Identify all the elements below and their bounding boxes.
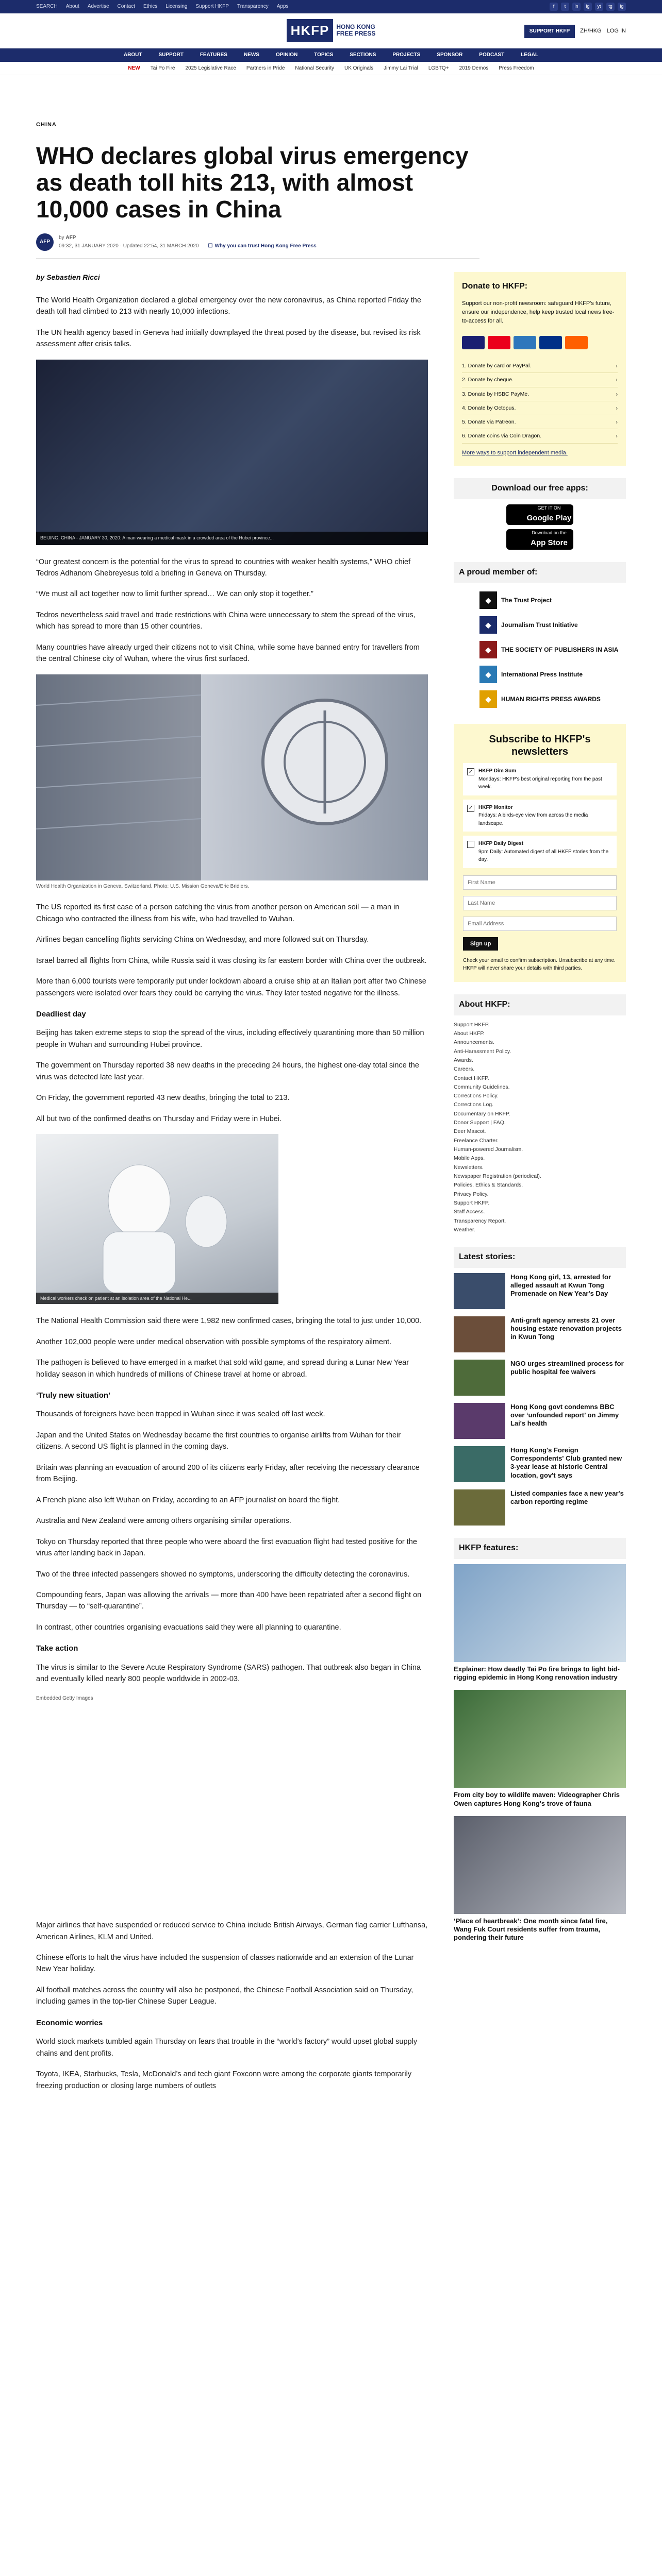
newsletter-option[interactable] (463, 800, 617, 832)
about-link[interactable]: Careers. (454, 1066, 475, 1073)
about-link[interactable]: Freelance Charter. (454, 1137, 499, 1144)
social-icon[interactable]: yt (595, 3, 603, 11)
about-link[interactable]: Mobile Apps. (454, 1155, 485, 1162)
who-building-photo (36, 674, 428, 880)
about-link[interactable]: Newspaper Registration (periodical). (454, 1173, 541, 1179)
payment-logos[interactable] (462, 334, 617, 355)
donate-option-label: 4. Donate by Octopus. (462, 404, 516, 411)
chevron-right-icon: › (616, 363, 618, 369)
author-name[interactable]: AFP (65, 235, 76, 241)
login-link[interactable]: LOG IN (606, 28, 626, 35)
paragraph: Australia and New Zealand were among others organising similar operations. (36, 1517, 291, 1526)
subheading: Economic worries (36, 2018, 103, 2027)
story-title: NGO urges streamlined process for public hospital fee waivers (510, 1359, 624, 1376)
donate-box (454, 272, 626, 466)
paragraph: Israel barred all flights from China, while Russia said it was closing its far eastern border with China over the outbreak. (36, 956, 427, 965)
medical-workers-photo (36, 1134, 278, 1304)
who-photo-figure (36, 674, 428, 891)
ticker-link[interactable]: National Security (295, 65, 334, 71)
about-link[interactable]: Deer Mascot. (454, 1128, 486, 1135)
first-name-field[interactable] (463, 875, 617, 890)
paragraph: The World Health Organization declared a global emergency over the new coronavirus, as China reported Friday the death toll had climbed to 213 with nearly 10,000 infections. (36, 296, 421, 316)
site-header (0, 13, 662, 48)
newsletter-name: HKFP Dim Sum (478, 768, 517, 774)
topbar-link[interactable]: SEARCH (36, 4, 58, 10)
story-title: Hong Kong's Foreign Correspondents' Club granted new 3-year lease at historic Central location, gov't says (510, 1446, 622, 1479)
paragraph: Britain was planning an evacuation of around 200 of its citizens early Friday, after receiving the necessary clearance from Beijing. (36, 1463, 420, 1484)
getty-embed-1[interactable] (36, 360, 428, 545)
newsletter-desc: Mondays: HKFP's best original reporting from the past week. (478, 776, 602, 790)
story-thumbnail (454, 1446, 505, 1482)
newsletter-name: HKFP Monitor (478, 804, 513, 810)
about-link[interactable]: Weather. (454, 1226, 475, 1233)
donate-option[interactable] (462, 387, 618, 401)
paragraph: Toyota, IKEA, Starbucks, Tesla, McDonald’s and tech giant Foxconn were among the corporate giants temporarily freezing production or closing large numbers of outlets (36, 2070, 412, 2090)
ticker-link[interactable]: Jimmy Lai Trial (384, 65, 418, 71)
byline: by Sebastien Ricci (36, 273, 100, 281)
divider (36, 258, 479, 259)
topbar-link[interactable]: Ethics (143, 4, 158, 10)
about-link[interactable]: Policies, Ethics & Standards. (454, 1182, 523, 1189)
nav-item[interactable]: PODCAST (479, 52, 505, 58)
chevron-right-icon: › (616, 404, 618, 411)
donate-option-label: 1. Donate by card or PayPal. (462, 363, 532, 369)
logo-line2: FREE PRESS (336, 30, 376, 38)
about-link[interactable]: Newsletters. (454, 1164, 484, 1171)
chevron-right-icon: › (616, 433, 618, 439)
paragraph: Another 102,000 people were under medical observation with possible symptoms of the respiratory ailment. (36, 1337, 392, 1346)
story-title: Listed companies face a new year's carbon reporting regime (510, 1489, 624, 1506)
paragraph: All football matches across the country will also be postponed, the Chinese Football Association said on Thursday, including games in the top-tier Chinese Super League. (36, 1986, 413, 2006)
subheading: ‘Truly new situation’ (36, 1391, 111, 1400)
nav-item[interactable]: FEATURES (200, 52, 227, 58)
latest-story[interactable] (454, 1316, 626, 1352)
language-link[interactable]: ZH/HKG (580, 28, 602, 35)
latest-story[interactable] (454, 1446, 626, 1482)
article-meta (36, 233, 626, 251)
latest-title: Latest stories: (454, 1247, 626, 1268)
nav-item[interactable]: LEGAL (521, 52, 539, 58)
features-title: HKFP features: (454, 1538, 626, 1559)
feature-thumbnail (454, 1690, 626, 1788)
nav-item[interactable]: SECTIONS (350, 52, 376, 58)
paragraph: The virus is similar to the Severe Acute Respiratory Syndrome (SARS) pathogen. That outbreak also began in China and eventually killed nearly 800 people worldwide in 2002-03. (36, 1663, 421, 1684)
latest-story[interactable] (454, 1273, 626, 1309)
member-logo[interactable] (479, 637, 626, 662)
email-field[interactable] (463, 917, 617, 931)
image-caption: BEIJING, CHINA - JANUARY 30, 2020: A man wearing a medical mask in a crowded area of the Hubei province... (36, 532, 428, 545)
paragraph: The government on Thursday reported 38 new deaths in the preceding 24 hours, the highest one-day total since the virus was detected late last year. (36, 1061, 419, 1081)
paragraph: Major airlines that have suspended or reduced service to China include British Airways, German flag carrier Lufthansa, American Airlines, KLM and United. (36, 1921, 428, 1941)
paragraph: Many countries have already urged their citizens not to visit China, while some have banned entry for travellers from the central Chinese city of Wuhan, where the virus first surfaced. (36, 643, 420, 664)
about-link[interactable]: Awards. (454, 1057, 473, 1063)
paragraph: “Our greatest concern is the potential for the virus to spread to countries with weaker health systems,” WHO chief Tedros Adhanom Ghebreyesus told a briefing in Geneva on Thursday. (36, 557, 411, 578)
feature-thumbnail (454, 1564, 626, 1662)
last-name-field[interactable] (463, 896, 617, 910)
latest-story[interactable] (454, 1360, 626, 1396)
nav-item[interactable]: SPONSOR (437, 52, 463, 58)
paragraph: Compounding fears, Japan was allowing the arrivals — more than 400 have been repatriated after a second flight on Thursday — to “self-quarantine”. (36, 1590, 422, 1611)
newsletter-option[interactable] (463, 836, 617, 868)
ticker-link[interactable]: LGBTQ+ (428, 65, 449, 71)
latest-story[interactable] (454, 1489, 626, 1526)
donate-option[interactable] (462, 415, 618, 429)
about-link[interactable]: Human-powered Journalism. (454, 1146, 523, 1153)
member-logo-icon: ◆ (479, 690, 497, 708)
membership-section (454, 562, 626, 712)
chevron-right-icon: › (616, 419, 618, 426)
site-logo[interactable] (287, 19, 376, 42)
about-link[interactable]: Privacy Policy. (454, 1191, 489, 1197)
getty-embed-2[interactable] (36, 1134, 428, 1304)
topbar-link[interactable]: Contact (117, 4, 135, 10)
feature-story[interactable] (454, 1690, 626, 1808)
newsletter-title: Subscribe to HKFP's newsletters (489, 734, 591, 758)
image-caption: Medical workers check on patient at an isolation area of the National He... (36, 1293, 278, 1304)
about-link[interactable]: Staff Access. (454, 1209, 485, 1215)
checkbox[interactable]: ✓ (467, 805, 474, 812)
article-dates: 09:32, 31 JANUARY 2020 · Updated 22:54, 31 MARCH 2020 (59, 243, 199, 249)
story-thumbnail (454, 1403, 505, 1439)
donate-option-label: 6. Donate coins via Coin Dragon. (462, 433, 542, 439)
paragraph: All but two of the confirmed deaths on Thursday and Friday were in Hubei. (36, 1114, 282, 1123)
about-link[interactable]: Community Guidelines. (454, 1083, 510, 1090)
who-emblem-graphic (36, 674, 428, 880)
member-name: Journalism Trust Initiative (501, 621, 578, 629)
nav-item[interactable]: ABOUT (123, 52, 142, 58)
topbar-link[interactable]: Apps (276, 4, 289, 10)
more-ways-link[interactable]: More ways to support independent media. (462, 449, 568, 456)
feature-title: Explainer: How deadly Tai Po fire brings to light bid-rigging epidemic in Hong Kong renovation industry (454, 1665, 620, 1682)
member-logo-icon: ◆ (479, 616, 497, 634)
story-title: Hong Kong girl, 13, arrested for alleged assault at Kwun Tong Promenade on New Year's Day (510, 1273, 611, 1298)
ticker-link[interactable]: Press Freedom (499, 65, 534, 71)
about-title: About HKFP: (454, 994, 626, 1015)
member-logo[interactable] (479, 687, 626, 711)
nav-item[interactable]: NEWS (243, 52, 259, 58)
embed-label: Embedded Getty Images (36, 1695, 93, 1701)
nav-item[interactable]: SUPPORT (158, 52, 184, 58)
member-logo-icon: ◆ (479, 641, 497, 658)
chevron-right-icon: › (616, 391, 618, 397)
paragraph: The UN health agency based in Geneva had initially downplayed the threat posed by the disease, but revised its risk assessment after crisis talks. (36, 328, 421, 349)
about-link[interactable]: Support HKFP. (454, 1199, 490, 1206)
paragraph: Chinese efforts to halt the virus have included the suspension of classes nationwide and an extension of the Lunar New Year holiday. (36, 1954, 414, 1974)
about-link[interactable]: Documentary on HKFP. (454, 1110, 510, 1117)
story-thumbnail (454, 1273, 505, 1309)
newsletter-desc: Fridays: A birds-eye view from across the media landscape. (478, 812, 588, 826)
social-icon[interactable]: in (572, 3, 581, 11)
topbar-link[interactable]: About (65, 4, 79, 10)
story-thumbnail (454, 1489, 505, 1526)
newsletter-option[interactable] (463, 763, 617, 795)
subheading: Take action (36, 1644, 78, 1653)
donate-option[interactable] (462, 373, 618, 387)
topbar-link[interactable]: Transparency (237, 4, 269, 10)
newsletter-note: Check your email to confirm subscription. Unsubscribe at any time. HKFP will never share your details with third parties. (463, 957, 616, 972)
app-store-button[interactable]: Download on the App Store (506, 529, 573, 550)
card-logos-graphic (462, 334, 617, 351)
member-name: International Press Institute (501, 671, 583, 679)
paragraph: World stock markets tumbled again Thursday on fears that trouble in the “world’s factory” would upset global supply chains and dent profits. (36, 2038, 418, 2058)
article-body (36, 272, 428, 2101)
feature-title: ‘Place of heartbreak’: One month since fatal fire, Wang Fuk Court residents suffer from trauma, pondering their future (454, 1917, 608, 1942)
ticker-link[interactable]: Partners in Pride (246, 65, 285, 71)
story-thumbnail (454, 1360, 505, 1396)
ticker-link[interactable]: 2025 Legislative Race (185, 65, 236, 71)
nav-item[interactable]: PROJECTS (392, 52, 421, 58)
apps-section (454, 478, 626, 550)
paragraph: Two of the three infected passengers showed no symptoms, underscoring the difficulty detecting the coronavirus. (36, 1570, 410, 1579)
social-icon[interactable]: ig (618, 3, 626, 11)
paragraph: On Friday, the government reported 43 new deaths, bringing the total to 213. (36, 1094, 290, 1103)
paragraph: Beijing has taken extreme steps to stop the spread of the virus, including effectively quarantining more than 50 million people in Wuhan and surrounding Hubei province. (36, 1029, 424, 1049)
checkbox[interactable]: ✓ (467, 768, 474, 775)
paragraph: “We must all act together now to limit further spread… We can only stop it together.” (36, 590, 313, 599)
member-logo[interactable] (479, 588, 626, 613)
social-icon[interactable]: f (550, 3, 558, 11)
member-title: A proud member of: (454, 562, 626, 583)
member-name: THE SOCIETY OF PUBLISHERS IN ASIA (501, 646, 619, 654)
newsletter-desc: 9pm Daily: Automated digest of all HKFP stories from the day. (478, 849, 609, 863)
member-logo[interactable] (479, 662, 626, 687)
getty-embed-3[interactable] (36, 1694, 428, 1909)
logo-mark: HKFP (287, 19, 334, 42)
member-logo-icon: ◆ (479, 666, 497, 683)
social-icon[interactable]: tg (606, 3, 615, 11)
apps-title: Download our free apps: (454, 478, 626, 499)
latest-story[interactable] (454, 1403, 626, 1439)
paragraph: More than 6,000 tourists were temporarily put under lockdown aboard a cruise ship at an Italian port after two Chinese passengers were isolated over fears they could be carrying the virus. They later tested negative for the illness. (36, 977, 426, 997)
hazmat-figures (36, 1134, 278, 1304)
newsletter-name: HKFP Daily Digest (478, 841, 524, 847)
about-link[interactable]: Transparency Report. (454, 1217, 506, 1224)
ticker-link[interactable]: 2019 Demos (459, 65, 489, 71)
paragraph: In contrast, other countries organising evacuations said they were all planning to quarantine. (36, 1623, 341, 1632)
paragraph: The pathogen is believed to have emerged in a market that sold wild game, and spread during a Lunar New Year holiday season in which hundreds of millions of Chinese travel at home or abroad. (36, 1359, 409, 1379)
social-icon[interactable]: ig (584, 3, 592, 11)
author-avatar: AFP (36, 233, 54, 251)
donate-option-label: 2. Donate by cheque. (462, 377, 514, 383)
blank-embed-area (36, 1702, 428, 1908)
story-title: Anti-graft agency arrests 21 over housing estate renovation projects in Kwun Tong (510, 1316, 622, 1341)
protest-photo (36, 360, 428, 545)
paragraph: A French plane also left Wuhan on Friday, according to an AFP journalist on board the flight. (36, 1496, 340, 1504)
feature-thumbnail (454, 1816, 626, 1914)
paragraph: Airlines began cancelling flights servicing China on Wednesday, and more followed suit on Thursday. (36, 936, 369, 944)
feature-story[interactable] (454, 1816, 626, 1942)
social-icon[interactable]: t (561, 3, 569, 11)
story-thumbnail (454, 1316, 505, 1352)
donate-option[interactable] (462, 359, 618, 373)
about-link[interactable]: Contact HKFP. (454, 1075, 489, 1081)
by-label: by (59, 235, 64, 241)
google-play-button[interactable]: GET IT ON Google Play (506, 504, 573, 525)
shield-icon: ☐ (208, 243, 213, 249)
ticker-new-label: NEW (128, 65, 140, 71)
article-category[interactable]: CHINA (36, 122, 57, 128)
image-caption: World Health Organization in Geneva, Switzerland. Photo: U.S. Mission Geneva/Eric Bridiers. (36, 883, 250, 889)
ticker-link[interactable]: UK Originals (344, 65, 374, 71)
donate-option-label: 5. Donate via Patreon. (462, 419, 516, 426)
article-title: WHO declares global virus emergency as death toll hits 213, with almost 10,000 cases in China (36, 142, 469, 223)
newsletter-box (454, 724, 626, 982)
donate-option[interactable] (462, 401, 618, 415)
donate-option-label: 3. Donate by HSBC PayMe. (462, 391, 529, 397)
donate-text: Support our non-profit newsroom: safeguard HKFP's future, ensure our independence, help keep trusted local news free-to-access for all. (462, 300, 615, 324)
paragraph: Japan and the United States on Wednesday became the first countries to organise airlifts from Wuhan for their citizens. A second US flight is planned in the coming days. (36, 1431, 401, 1451)
topbar-link[interactable]: Licensing (166, 4, 188, 10)
paragraph: The US reported its first case of a person catching the virus from another person on American soil — a man in Chicago who contracted the illness from his wife, who had travelled to Wuhan. (36, 903, 400, 923)
main-nav (0, 48, 662, 62)
sidebar (454, 272, 626, 2101)
paragraph: Tedros nevertheless said travel and trade restrictions with China were unnecessary to stem the spread of the virus, which has spread to more than 15 other countries. (36, 611, 416, 631)
trust-link[interactable]: ☐ Why you can trust Hong Kong Free Press (208, 242, 316, 250)
logo-line1: HONG KONG (336, 23, 375, 31)
about-link[interactable]: Donor Support | FAQ. (454, 1120, 506, 1126)
donate-option[interactable] (462, 429, 618, 443)
nav-item[interactable]: OPINION (275, 52, 298, 58)
top-utility-bar (0, 0, 662, 13)
topbar-link[interactable]: Support HKFP (195, 4, 229, 10)
member-name: HUMAN RIGHTS PRESS AWARDS (501, 696, 601, 703)
nav-item[interactable]: TOPICS (314, 52, 334, 58)
about-link[interactable]: Corrections Log. (454, 1101, 494, 1108)
member-logo-icon: ◆ (479, 591, 497, 609)
about-link[interactable]: Anti-Harassment Policy. (454, 1048, 511, 1055)
about-link[interactable]: Support HKFP. (454, 1021, 490, 1028)
paragraph: Tokyo on Thursday reported that three people who were aboard the first evacuation flight had tested positive for the virus after landing back in Japan. (36, 1537, 417, 1558)
paragraph: Thousands of foreigners have been trapped in Wuhan since it was sealed off last week. (36, 1410, 325, 1419)
member-name: The Trust Project (501, 597, 552, 604)
subheading: Deadliest day (36, 1010, 86, 1019)
chevron-right-icon: › (616, 377, 618, 383)
topbar-link[interactable]: Advertise (87, 4, 109, 10)
about-link[interactable]: Corrections Policy. (454, 1093, 499, 1099)
story-title: Hong Kong govt condemns BBC over ‘unfounded report’ on Jimmy Lai's health (510, 1402, 619, 1428)
paragraph: The National Health Commission said there were 1,982 new confirmed cases, bringing the total to just under 10,000. (36, 1317, 422, 1326)
feature-title: From city boy to wildlife maven: Videographer Chris Owen captures Hong Kong's trove of fauna (454, 1791, 620, 1807)
topic-ticker (0, 62, 662, 75)
checkbox[interactable] (467, 841, 474, 848)
member-logo[interactable] (479, 613, 626, 637)
feature-story[interactable] (454, 1564, 626, 1682)
donate-title: Donate to HKFP: (462, 281, 528, 291)
signup-button[interactable]: Sign up (463, 937, 498, 951)
about-link[interactable]: About HKFP. (454, 1030, 485, 1037)
support-hkfp-button[interactable]: SUPPORT HKFP (524, 25, 575, 38)
about-link[interactable]: Announcements. (454, 1039, 494, 1046)
about-list (454, 1021, 626, 1235)
ticker-link[interactable]: Tai Po Fire (150, 65, 175, 71)
